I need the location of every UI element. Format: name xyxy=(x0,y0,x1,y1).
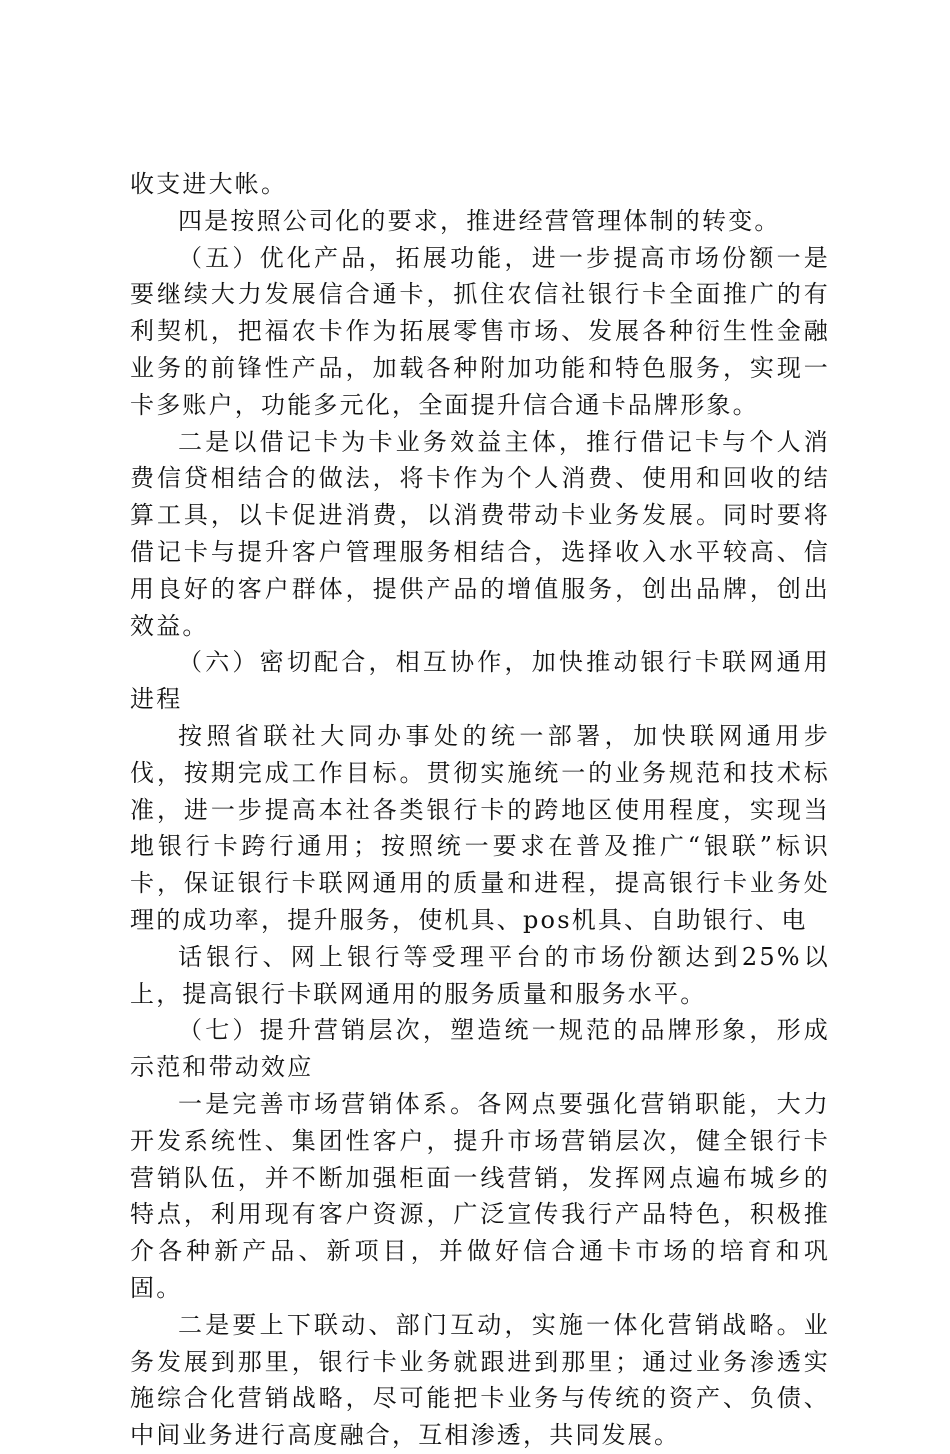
paragraph-7: 话银行、网上银行等受理平台的市场份额达到25%以上，提高银行卡联网通用的服务质量和服务水平。 xyxy=(130,942,830,1008)
paragraph-1: 收支进大帐。 xyxy=(130,170,288,198)
paragraph-4: 二是以借记卡为卡业务效益主体，推行借记卡与个人消费信贷相结合的做法，将卡作为个人消费、使用和回收的结算工具，以卡促进消费，以消费带动卡业务发展。同时要将借记卡与提升客户管理服务相结合，选择收入水平较高、信用良好的客户群体，提供产品的增值服务，创出品牌，创出效益。 xyxy=(130,427,830,640)
paragraph-9: 一是完善市场营销体系。各网点要强化营销职能，大力开发系统性、集团性客户，提升市场营销层次，健全银行卡营销队伍，并不断加强柜面一线营销，发挥网点遍布城乡的特点，利用现有客户资源，广泛宣传我行产品特色，积极推介各种新产品、新项目，并做好信合通卡市场的培育和巩固。 xyxy=(130,1089,830,1302)
paragraph-10: 二是要上下联动、部门互动，实施一体化营销战略。业务发展到那里，银行卡业务就跟进到那里；通过业务渗透实施综合化营销战略，尽可能把卡业务与传统的资产、负债、中间业务进行高度融合，互相渗透，共同发展。 xyxy=(130,1310,830,1450)
section-7-heading: （七）提升营销层次，塑造统一规范的品牌形象，形成示范和带动效应 xyxy=(130,1016,830,1082)
paragraph-3-section-5: （五）优化产品，拓展功能，进一步提高市场份额一是要继续大力发展信合通卡，抓住农信社银行卡全面推广的有利契机，把福农卡作为拓展零售市场、发展各种衍生性金融业务的前锋性产品，加载各种附加功能和特色服务，实现一卡多账户，功能多元化，全面提升信合通卡品牌形象。 xyxy=(130,243,830,419)
paragraph-2: 四是按照公司化的要求，推进经营管理体制的转变。 xyxy=(178,206,781,235)
paragraph-6: 按照省联社大同办事处的统一部署，加快联网通用步伐，按期完成工作目标。贯彻实施统一的业务规范和技术标准，进一步提高本社各类银行卡的跨地区使用程度，实现当地银行卡跨行通用；按照统一要求在普及推广“银联”标识卡，保证银行卡联网通用的质量和进程，提高银行卡业务处理的成功率，提升服务，使机具、pos机具、自助银行、电 xyxy=(130,721,830,934)
section-6-heading: （六）密切配合，相互协作，加快推动银行卡联网通用进程 xyxy=(130,648,830,714)
document-body xyxy=(130,166,830,1454)
